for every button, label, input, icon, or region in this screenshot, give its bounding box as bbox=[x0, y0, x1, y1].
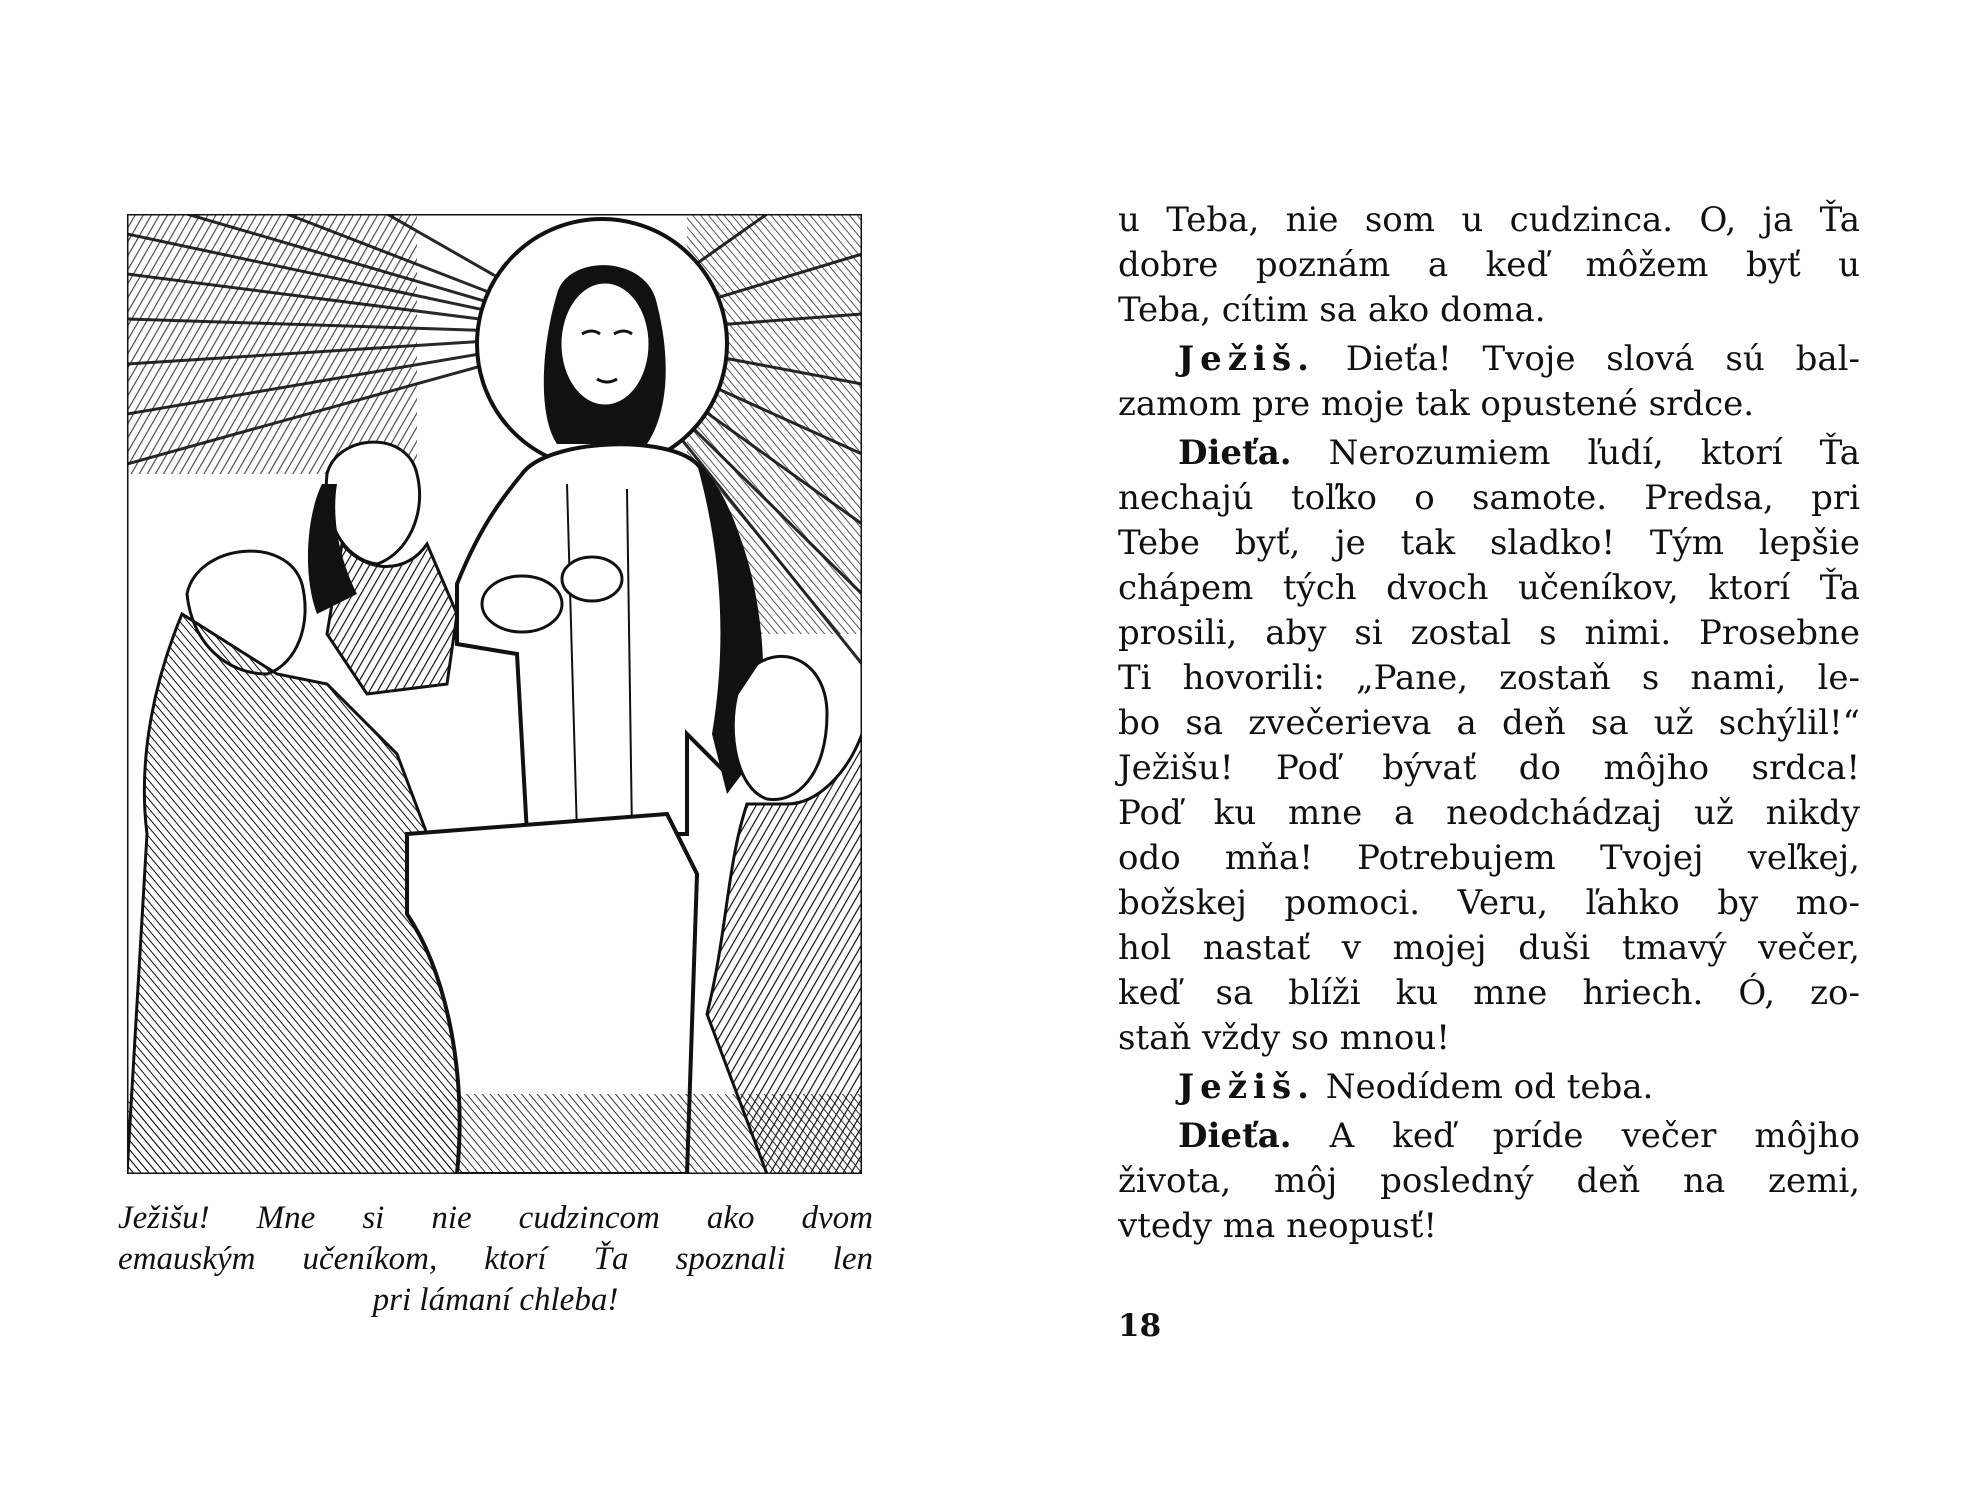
caption-line: emauským učeníkom, ktorí Ťa spoznali len bbox=[118, 1241, 873, 1277]
paragraph bbox=[1118, 1065, 1860, 1110]
text-line: Teba, cítim sa ako doma. bbox=[1118, 290, 1546, 330]
speaker-label: Ježiš. bbox=[1178, 1067, 1315, 1107]
speaker-label: Ježiš. bbox=[1178, 339, 1315, 379]
paragraph bbox=[1118, 431, 1860, 1061]
text-line: prosili, aby si zostal s nimi. Prosebne bbox=[1118, 613, 1860, 653]
text-line: keď sa blíži ku mne hriech. Ó, zo- bbox=[1118, 973, 1860, 1013]
text-line: božskej pomoci. Veru, ľahko by mo- bbox=[1118, 883, 1860, 923]
line-text: Dieťa! Tvoje slová sú bal- bbox=[1345, 339, 1860, 379]
text-line: nechajú toľko o samote. Predsa, pri bbox=[1118, 478, 1860, 518]
text-line: odo mňa! Potrebujem Tvojej veľkej, bbox=[1118, 838, 1860, 878]
dialogue-text bbox=[1118, 198, 1860, 1253]
paragraph bbox=[1118, 337, 1860, 427]
text-line: Ti hovorili: „Pane, zostaň s nami, le- bbox=[1118, 658, 1860, 698]
text-line: života, môj posledný deň na zemi, bbox=[1118, 1161, 1860, 1201]
text-line: chápem tých dvoch učeníkov, ktorí Ťa bbox=[1118, 568, 1860, 608]
line-text: A keď príde večer môjho bbox=[1329, 1116, 1860, 1156]
caption-line: pri lámaní chleba! bbox=[372, 1282, 619, 1318]
text-line bbox=[1118, 1114, 1860, 1159]
speaker-label: Dieťa. bbox=[1178, 1116, 1292, 1156]
paragraph bbox=[1118, 198, 1860, 333]
line-text: Nerozumiem ľudí, ktorí Ťa bbox=[1328, 433, 1860, 473]
text-line: u Teba, nie som u cudzinca. O, ja Ťa bbox=[1118, 200, 1860, 240]
text-line: bo sa zvečerieva a deň sa už schýlil!“ bbox=[1118, 703, 1860, 743]
text-line: Poď ku mne a neodchádzaj už nikdy bbox=[1118, 793, 1860, 833]
text-line: hol nastať v mojej duši tmavý večer, bbox=[1118, 928, 1860, 968]
text-line: Tebe byť, je tak sladko! Tým lepšie bbox=[1118, 523, 1860, 563]
text-line: zamom pre moje tak opustené srdce. bbox=[1118, 384, 1755, 424]
illustration-caption bbox=[118, 1198, 873, 1321]
text-line: staň vždy so mnou! bbox=[1118, 1018, 1450, 1058]
paragraph bbox=[1118, 1114, 1860, 1249]
caption-line: Ježišu! Mne si nie cudzincom ako dvom bbox=[118, 1200, 873, 1236]
text-line bbox=[1118, 1065, 1860, 1110]
speaker-label: Dieťa. bbox=[1178, 433, 1292, 473]
text-line: Ježišu! Poď bývať do môjho srdca! bbox=[1118, 748, 1860, 788]
text-line bbox=[1118, 431, 1860, 476]
text-line: dobre poznám a keď môžem byť u bbox=[1118, 245, 1860, 285]
line-text: Neodídem od teba. bbox=[1325, 1067, 1654, 1107]
illustration-christ-emmaus bbox=[127, 214, 862, 1174]
text-line: vtedy ma neopusť! bbox=[1118, 1206, 1438, 1246]
illustration-drawing bbox=[127, 214, 862, 1174]
text-line bbox=[1118, 337, 1860, 382]
page-number: 18 bbox=[1118, 1308, 1162, 1344]
